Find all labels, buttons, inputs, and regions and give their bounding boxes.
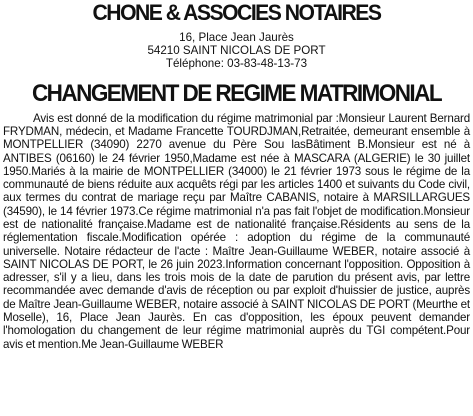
legal-notice (0, 1, 473, 416)
address-phone: Téléphone: 03-83-48-13-73 (165, 57, 308, 71)
notice-headline: CHANGEMENT DE REGIME MATRIMONIAL (31, 79, 442, 107)
firm-name: CHONE & ASSOCIES NOTAIRES (92, 0, 381, 25)
address-city: 54210 SAINT NICOLAS DE PORT (147, 44, 326, 58)
notice-body: Avis est donné de la modification du régime matrimonial par :Monsieur Laurent Bernard FRYDMAN, médecin, et Madame Francette TOURDJMAN,Retraitée, demeurant ensemble à MONTPELLIER (34090) 2270 avenue du Père Sou lasBâtiment B.Monsieur est né à ANTIBES (06160) le 24 février 1950,Madame est née à MASCARA (ALGERIE) le 30 juillet 1950.Mariés à la mairie de MONTPELLIER (34000) le 21 février 1973 sous le régime de la communauté de biens réduite aux acquêts régi par les articles 1400 et suivants du Code civil, aux termes du contrat de mariage reçu par Maître CABANIS, notaire à MARSILLARGUES (34590), le 14 février 1973.Ce régime matrimonial n'a pas fait l'objet de modification.Monsieur est de nationalité française.Madame est de nationalité française.Résidents au sens de la réglementation fiscale.Modification opérée : adoption du régime de la communauté universelle. Notaire rédacteur de l'acte : Maître Jean-Guillaume WEBER, notaire associé à SAINT NICOLAS DE PORT, le 26 juin 2023.Information concernant l'opposition. Opposition à adresser, s'il y a lieu, dans les trois mois de la date de parution du présent avis, par lettre recommandée avec demande d'avis de réception ou par exploit d'huissier de justice, auprès de Maître Jean-Guillaume WEBER, notaire associé à SAINT NICOLAS DE PORT (Meurthe et Moselle), 16, Place Jean Jaurès. En cas d'opposition, les époux peuvent demander l'homologation du changement de leur régime matrimonial auprès du TGI compétent.Pour avis et mention.Me Jean-Guillaume WEBER (3, 111, 470, 351)
firm-address-block (2, 31, 471, 71)
address-street: 16, Place Jean Jaurès (179, 31, 294, 44)
